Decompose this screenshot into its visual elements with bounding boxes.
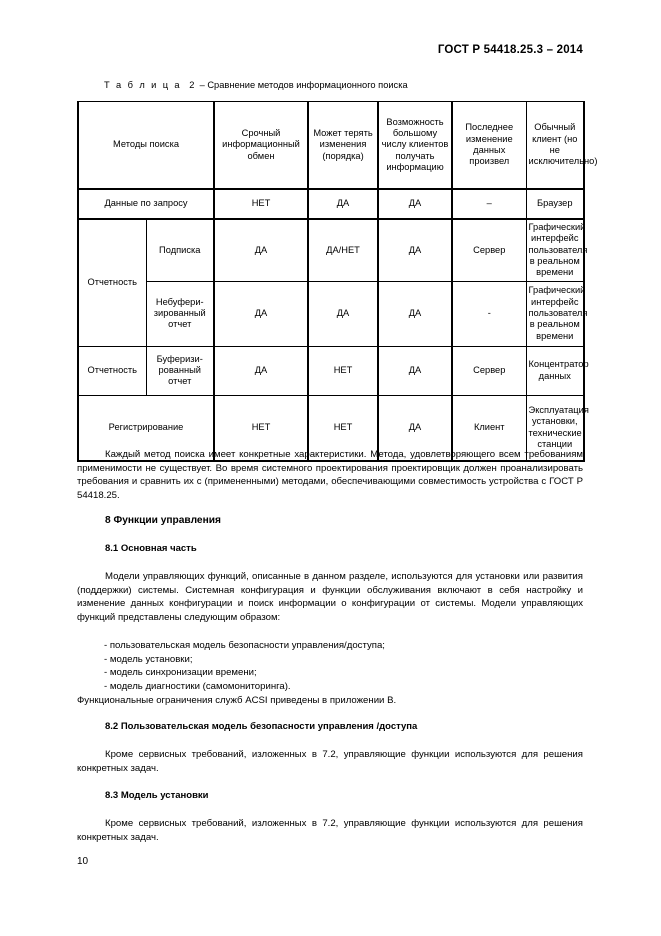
- cell-urgent: ДА: [214, 346, 308, 395]
- cell-last-change: –: [452, 189, 526, 219]
- standard-header: ГОСТ Р 54418.25.3 – 2014: [437, 44, 583, 56]
- cell-usual-client: Графический интерфейс пользователя в реальном времени: [526, 281, 584, 346]
- header-cell-methods: Методы поиска: [78, 102, 214, 190]
- header-cell-lose: Может терять изменения (порядка): [308, 102, 378, 190]
- cell-usual-client: Браузер: [526, 189, 584, 219]
- cell-last-change: Сервер: [452, 219, 526, 281]
- cell-group-name: Отчетность: [78, 219, 146, 346]
- cell-lose: ДА/НЕТ: [308, 219, 378, 281]
- table-row: [78, 346, 584, 395]
- list-item: - модель диагностики (самомониторинга).: [104, 680, 291, 692]
- management-model-list: [104, 639, 385, 693]
- table-caption-number: 2: [189, 80, 195, 90]
- cell-many-clients: ДА: [378, 219, 452, 281]
- section-8-3-heading: 8.3 Модель установки: [105, 790, 209, 801]
- cell-method-name: Буферизи-рованный отчет: [146, 346, 214, 395]
- cell-many-clients: ДА: [378, 281, 452, 346]
- cell-method-name: Регистрирование: [78, 395, 214, 461]
- section-8-1-heading: 8.1 Основная часть: [105, 543, 197, 554]
- cell-urgent: ДА: [214, 281, 308, 346]
- section-8-2-heading: 8.2 Пользовательская модель безопасности управления /доступа: [105, 721, 418, 732]
- header-cell-many-clients: Возможность большому числу клиентов получать информацию: [378, 102, 452, 190]
- section-8-3-paragraph: Кроме сервисных требований, изложенных в 7.2, управляющие функции используются для решения конкретных задач.: [77, 818, 583, 843]
- cell-many-clients: ДА: [378, 189, 452, 219]
- intro-paragraph: Каждый метод поиска имеет конкретные характеристики. Метода, удовлетворяющего всем требованиям применимости не существует. Во время системного проектирования проектировщик должен проанализировать требования и сравнить их с (примененными) методами, обеспечивающими совместимость устройства с ГОСТ Р 54418.25.: [77, 449, 583, 501]
- header-cell-last-change: Последнее изменение данных произвел: [452, 102, 526, 190]
- table-row: [78, 219, 584, 281]
- cell-group-name: Отчетность: [78, 346, 146, 395]
- cell-usual-client: Концентратор данных: [526, 346, 584, 395]
- table-row: [78, 281, 584, 346]
- header-cell-urgent: Срочный информационный обмен: [214, 102, 308, 190]
- cell-method-name: Данные по запросу: [78, 189, 214, 219]
- cell-lose: ДА: [308, 189, 378, 219]
- cell-urgent: ДА: [214, 219, 308, 281]
- cell-urgent: НЕТ: [214, 189, 308, 219]
- cell-usual-client: Графический интерфейс пользователя в реальном времени: [526, 219, 584, 281]
- comparison-table: [77, 101, 598, 462]
- cell-method-name: Небуфери-зированный отчет: [146, 281, 214, 346]
- table-caption-label: Т а б л и ц а: [104, 80, 182, 90]
- cell-lose: НЕТ: [308, 395, 378, 461]
- list-item: - пользовательская модель безопасности управления/доступа;: [104, 640, 385, 651]
- table-row: [78, 189, 584, 219]
- table-caption: [104, 80, 408, 90]
- cell-urgent: НЕТ: [214, 395, 308, 461]
- cell-usual-client: Эксплуатация установки, технические станции: [526, 395, 584, 461]
- cell-many-clients: ДА: [378, 346, 452, 395]
- cell-last-change: Клиент: [452, 395, 526, 461]
- table-caption-title: – Сравнение методов информационного поиска: [199, 80, 408, 90]
- header-cell-usual-client: Обычный клиент (но не исключительно): [526, 102, 584, 190]
- cell-lose: НЕТ: [308, 346, 378, 395]
- cell-method-name: Подписка: [146, 219, 214, 281]
- cell-lose: ДА: [308, 281, 378, 346]
- cell-last-change: Сервер: [452, 346, 526, 395]
- table-header-row: [78, 102, 584, 190]
- section-8-2-paragraph: Кроме сервисных требований, изложенных в 7.2, управляющие функции используются для решения конкретных задач.: [77, 749, 583, 774]
- cell-last-change: -: [452, 281, 526, 346]
- list-item: - модель установки;: [104, 653, 193, 665]
- list-item: - модель синхронизации времени;: [104, 667, 257, 679]
- acsi-note: Функциональные ограничения служб ACSI приведены в приложении В.: [77, 695, 397, 706]
- cell-many-clients: ДА: [378, 395, 452, 461]
- section-8-heading: 8 Функции управления: [105, 515, 221, 526]
- page-number: 10: [77, 856, 89, 867]
- section-8-1-paragraph: Модели управляющих функций, описанные в данном разделе, используются для установки или развития (поддержки) системы. Системная конфигурация и функции обслуживания включают в себя настройку и изменение данных конфигурации и поиск информации о конфигурации от системы. Модели управляющих функций представлены следующим образом:: [77, 571, 583, 623]
